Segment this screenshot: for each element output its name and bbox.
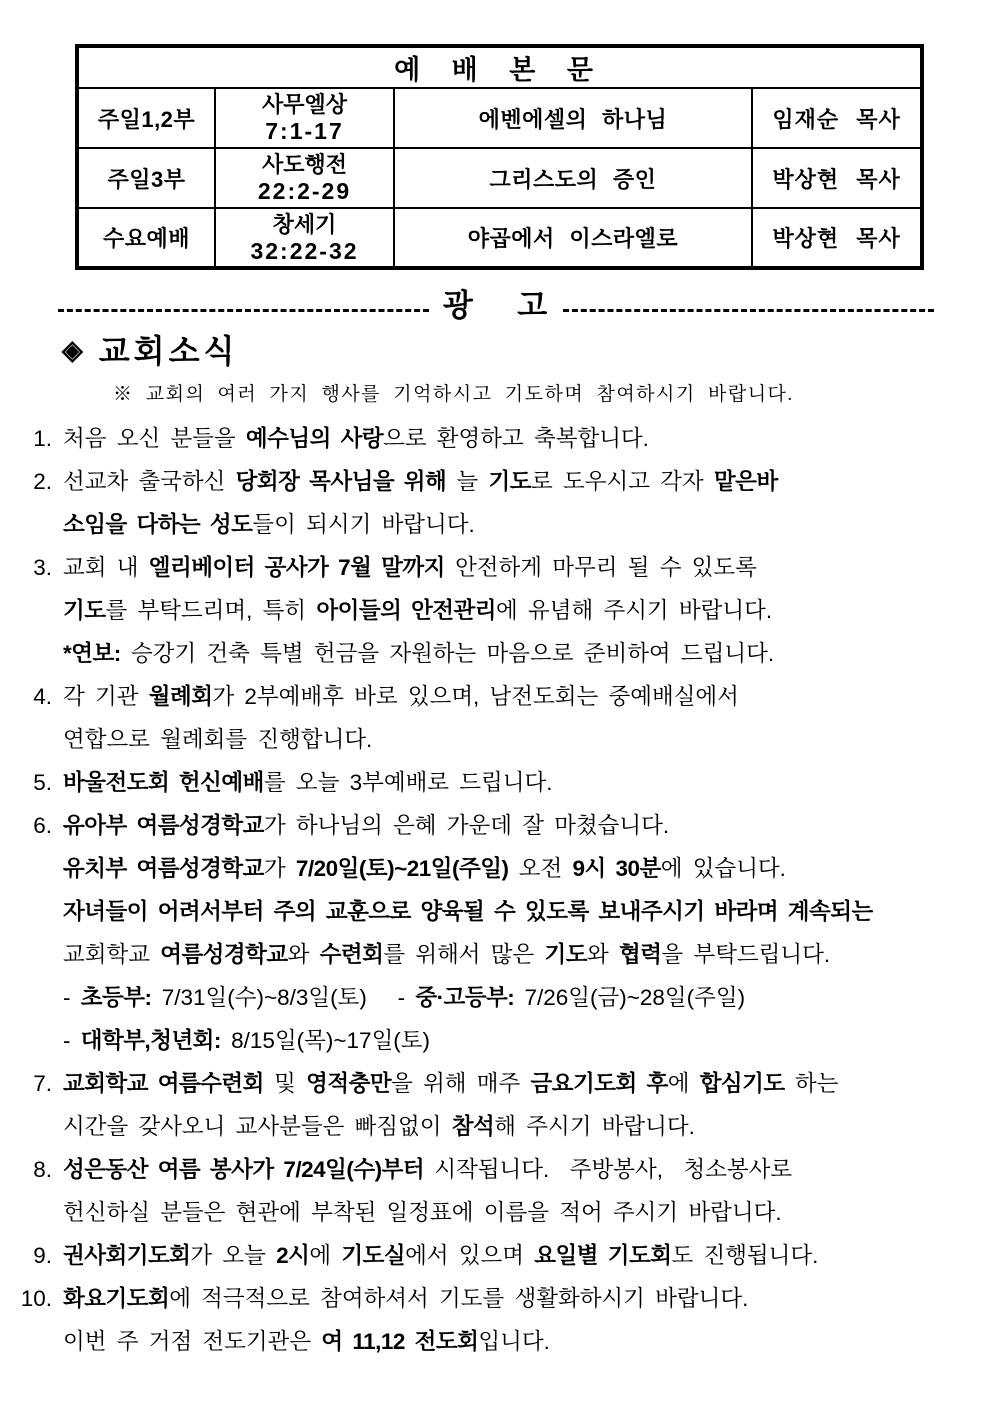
text-run: 협력 [619,942,662,967]
text-run: 처음 오신 분들을 [63,426,246,451]
text-run: - [63,985,81,1010]
text-run: 가 [263,856,296,881]
announcement-line [63,1148,962,1191]
item-number: 2. [33,469,52,494]
item-body [63,546,992,675]
text-run: 금요기도회 후 [530,1071,668,1096]
text-run: 시작됩니다. 주방봉사, 청소봉사로 [424,1157,793,1182]
sermon-title-cell: 그리스도의 증인 [394,148,752,208]
scripture-cell [215,208,394,268]
announcement-line [63,546,962,589]
scripture-book: 사무엘상 [261,92,347,117]
scripture-book: 창세기 [272,211,337,237]
list-item [0,1062,992,1148]
text-run: 권사회기도회 [63,1243,191,1268]
service-cell: 주일1,2부 [77,88,215,148]
text-run: 연합으로 월례회를 진행합니다. [63,727,373,752]
text-run: - [63,1028,81,1053]
text-run: 중·고등부: [415,985,515,1010]
announcement-line [63,1019,962,1062]
list-item [0,675,992,761]
announcement-line [63,589,962,632]
text-run: 해 주시기 바랍니다. [494,1114,695,1139]
text-run: 를 부탁드리며, 특히 [105,598,317,623]
worship-table-title: 예 배 본 문 [77,46,922,88]
scripture-cell [215,148,394,208]
text-run: 영적충만 [306,1071,392,1096]
announcement-line [63,460,962,503]
pastor-cell: 박상현 목사 [752,208,922,268]
text-run: 기도 [63,598,106,623]
announcement-line [63,1277,962,1320]
text-run: 7/20일(토)~21일(주일) [295,856,509,881]
announcement-line [63,1320,962,1363]
announcements-section-title: 광 고 [442,287,550,323]
announcement-line [63,1191,962,1234]
text-run: 요일별 기도회 [534,1243,672,1268]
text-run: 오전 [508,856,573,881]
text-run: 참석 [451,1114,495,1139]
text-run: 를 위해서 많은 [383,942,545,967]
item-body [63,1148,992,1234]
text-run: 소임을 다하는 성도 [63,512,253,537]
announcement-list [0,417,992,1363]
text-run: 및 [263,1071,307,1096]
text-run: 을 부탁드립니다. [661,942,831,967]
scripture-verses: 22:2-29 [257,178,352,204]
text-run: 유아부 여름성경학교 [63,813,264,838]
text-run: 당회장 목사님을 위해 [235,469,447,494]
text-run: 안전하게 마무리 될 수 있도록 [444,555,757,580]
text-run: 기도 [544,942,587,967]
announcements-divider [58,280,934,324]
text-run: 예수님의 사랑 [245,426,384,451]
text-run: 가 오늘 [190,1243,277,1268]
text-run: 선교차 출국하신 [63,469,236,494]
item-number: 3. [33,555,52,580]
text-run: 에 적극적으로 참여하셔서 기도를 생활화하시기 바랍니다. [169,1286,749,1311]
divider-dash-left [58,309,429,312]
announcement-line [63,417,962,460]
worship-table-row [77,148,922,208]
announcement-line [63,1234,962,1277]
list-item [0,804,992,1062]
text-run: 월례회 [148,684,213,709]
divider-dash-right [563,309,934,312]
list-item [0,1148,992,1234]
text-run: 7/26일(금)~28일(주일) [514,985,746,1010]
text-run: 엘리베이터 공사가 7월 말까지 [148,555,445,580]
text-run: 유치부 여름성경학교 [63,856,264,881]
church-news-heading [62,326,992,372]
item-body [63,1062,992,1148]
service-cell: 주일3부 [77,148,215,208]
text-run: 와 [287,942,320,967]
announcement-line [63,1105,962,1148]
text-run: 가 하나님의 은혜 가운데 잘 마쳤습니다. [263,813,670,838]
list-item [0,1277,992,1363]
text-run: 여 11,12 전도회 [321,1329,479,1354]
scripture-cell [215,88,394,148]
item-number: 4. [33,684,52,709]
worship-table-row [77,208,922,268]
pastor-cell: 박상현 목사 [752,148,922,208]
announcement-line [63,718,962,761]
item-body [63,417,992,460]
text-run: 기도 [488,469,532,494]
announcement-line [63,675,962,718]
item-number: 6. [33,813,52,838]
text-run: 가 2부예배후 바로 있으며, 남전도회는 중예배실에서 [212,684,739,709]
item-number: 1. [33,426,52,451]
text-run: 하는 [784,1071,839,1096]
item-number: 8. [33,1157,52,1182]
item-body [63,1234,992,1277]
announcement-line [63,890,962,933]
item-body [63,804,992,1062]
item-body [63,675,992,761]
text-run: 헌신하실 분들은 현관에 부착된 일정표에 이름을 적어 주시기 바랍니다. [63,1200,782,1225]
service-cell: 수요예배 [77,208,215,268]
pastor-cell: 임재순 목사 [752,88,922,148]
list-item [0,460,992,546]
text-run: 승강기 건축 특별 헌금을 자원하는 마음으로 준비하여 드립니다. [120,641,775,666]
text-run: 교회학교 [63,942,161,967]
announcement-line [63,804,962,847]
list-item [0,761,992,804]
diamond-icon: ◈ [62,334,87,365]
text-run: 에 [309,1243,342,1268]
list-item [0,417,992,460]
text-run: 대학부,청년회: [80,1028,221,1053]
item-number: 5. [33,770,52,795]
list-item [0,1234,992,1277]
scripture-book: 사도행전 [261,152,347,177]
text-run: 아이들의 안전관리 [316,598,497,623]
item-number: 10. [20,1286,52,1311]
announcement-line [63,933,962,976]
text-run: 입니다. [478,1329,550,1354]
text-run: 에 유념해 주시기 바랍니다. [496,598,773,623]
scripture-verses: 7:1-17 [265,118,344,144]
text-run: 9시 30분 [572,856,661,881]
sermon-title-cell: 야곱에서 이스라엘로 [394,208,752,268]
item-body [63,761,992,804]
text-run: 도 진행됩니다. [671,1243,819,1268]
text-run: 바울전도회 헌신예배 [63,770,264,795]
worship-table-body [77,88,922,268]
text-run: 초등부: [80,985,152,1010]
item-body [63,1277,992,1363]
text-run: 교회학교 여름수련회 [63,1071,264,1096]
worship-table-header-row [77,46,922,88]
worship-table-row [77,88,922,148]
text-run: 자녀들이 어려서부터 주의 교훈으로 양육될 수 있도록 보내주시기 바라며 계속되는 [63,899,873,924]
text-run: 이번 주 거점 전도기관은 [63,1329,322,1354]
text-run: 7/31일(수)~8/3일(토) - [151,985,416,1010]
list-item [0,546,992,675]
text-run: 교회 내 [63,555,149,580]
text-run: 늘 [446,469,489,494]
sermon-title-cell: 에벤에셀의 하나님 [394,88,752,148]
text-run: 에 [667,1071,700,1096]
text-run: 에 있습니다. [660,856,786,881]
announcement-line [63,976,962,1019]
text-run: 으로 환영하고 축복합니다. [383,426,649,451]
text-run: 에서 있으며 [405,1243,535,1268]
item-number: 9. [33,1243,52,1268]
text-run: 여름성경학교 [160,942,288,967]
text-run: 화요기도회 [63,1286,170,1311]
text-run: 수련회 [319,942,384,967]
text-run: 을 위해 매주 [391,1071,531,1096]
item-number: 7. [33,1071,52,1096]
text-run: 맡은바 [713,469,778,494]
text-run: 를 오늘 3부예배로 드립니다. [263,770,553,795]
scripture-verses: 32:22-32 [250,237,359,264]
announcement-line [63,1062,962,1105]
church-news-title: 교회소식 [98,333,239,369]
church-news-note: ※ 교회의 여러 가지 행사를 기억하시고 기도하며 참여하시기 바랍니다. [113,384,794,405]
text-run: 8/15일(목)~17일(토) [220,1028,431,1053]
text-run: 기도실 [341,1243,406,1268]
announcement-line [63,632,962,675]
text-run: *연보: [63,641,121,666]
text-run: 2시 [276,1243,310,1268]
worship-scripture-table [75,44,924,270]
text-run: 로 도우시고 각자 [531,469,714,494]
text-run: 합심기도 [699,1071,785,1096]
announcement-line [63,503,962,546]
text-run: 들이 되시기 바랍니다. [252,512,475,537]
text-run: 시간을 갖사오니 교사분들은 빠짐없이 [63,1114,452,1139]
announcement-line [63,761,962,804]
item-body [63,460,992,546]
announcement-line [63,847,962,890]
text-run: 각 기관 [63,684,149,709]
text-run: 와 [587,942,619,967]
text-run: 성은동산 여름 봉사가 7/24일(수)부터 [63,1157,425,1182]
